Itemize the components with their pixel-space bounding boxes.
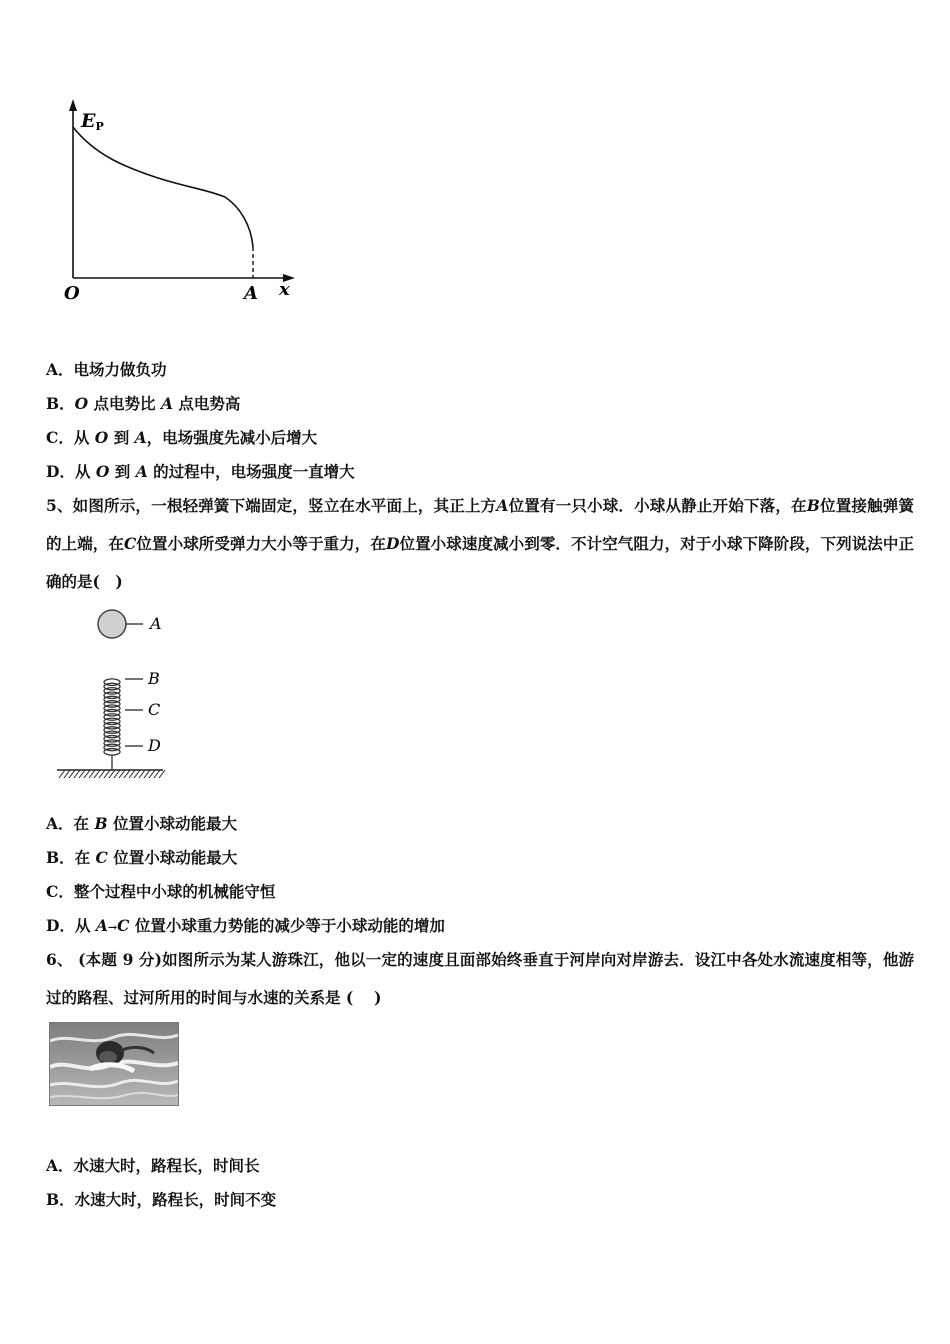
q6-stem: 6、 (本题 9 分)如图所示为某人游珠江，他以一定的速度且面部始终垂直于河岸向对岸游去．设江中各处水流速度相等，他游过的路程、过河所用的时间与水速的关系是 ( ) bbox=[46, 950, 914, 1007]
ground-hatch-stroke bbox=[129, 770, 135, 778]
q4-option-b: B．O 点电势比 A 点电势高 bbox=[46, 394, 241, 413]
ground-hatch-stroke bbox=[149, 770, 155, 778]
ep-graph-figure bbox=[55, 95, 305, 310]
q6-option-a: A．水速大时，路程长，时间长 bbox=[46, 1156, 260, 1175]
ball bbox=[98, 610, 126, 638]
ground-hatch-stroke bbox=[94, 770, 100, 778]
ground-hatch-stroke bbox=[144, 770, 150, 778]
ground-hatch-stroke bbox=[114, 770, 120, 778]
ground-hatching bbox=[59, 770, 165, 778]
label-c: C bbox=[148, 700, 161, 719]
swimmer-image bbox=[50, 1023, 178, 1105]
point-a-label: A bbox=[244, 283, 258, 304]
q5-stem: 5、如图所示，一根轻弹簧下端固定，竖立在水平面上，其正上方A位置有一只小球．小球从静止开始下落，在B位置接触弹簧的上端，在C位置小球所受弹力大小等于重力，在D位置小球速度减小到零．不计空气阻力，对于小球下降阶段，下列说法中正确的是( ) bbox=[46, 496, 914, 591]
ground-hatch-stroke bbox=[64, 770, 70, 778]
ground-hatch-stroke bbox=[139, 770, 145, 778]
ground-hatch-stroke bbox=[119, 770, 125, 778]
q5-option-b: B．在 C 位置小球动能最大 bbox=[46, 848, 238, 867]
ground-hatch-stroke bbox=[159, 770, 165, 778]
q6-option-b: B．水速大时，路程长，时间不变 bbox=[46, 1190, 277, 1209]
ep-curve bbox=[73, 127, 253, 247]
q4-option-d: D．从 O 到 A 的过程中，电场强度一直增大 bbox=[46, 462, 355, 481]
ground-hatch-stroke bbox=[134, 770, 140, 778]
q4-option-c: C．从 O 到 A，电场强度先减小后增大 bbox=[46, 428, 318, 447]
label-a: A bbox=[150, 614, 162, 633]
ground-hatch-stroke bbox=[89, 770, 95, 778]
ground-hatch-stroke bbox=[74, 770, 80, 778]
spring-ball-figure bbox=[55, 600, 185, 785]
ground-hatch-stroke bbox=[109, 770, 115, 778]
ground-hatch-stroke bbox=[69, 770, 75, 778]
spring-coil-loop bbox=[104, 749, 120, 756]
q5-option-c: C．整个过程中小球的机械能守恒 bbox=[46, 882, 276, 901]
y-axis-label: EP bbox=[81, 110, 104, 133]
q4-option-a: A．电场力做负功 bbox=[46, 360, 167, 379]
spring-coil bbox=[104, 679, 120, 755]
q5-option-a: A．在 B 位置小球动能最大 bbox=[46, 814, 237, 833]
ground-hatch-stroke bbox=[79, 770, 85, 778]
x-axis-label: x bbox=[279, 279, 290, 300]
origin-label: O bbox=[64, 283, 80, 304]
ground-hatch-stroke bbox=[59, 770, 65, 778]
ground-hatch-stroke bbox=[84, 770, 90, 778]
ground-hatch-stroke bbox=[99, 770, 105, 778]
y-axis-arrow bbox=[69, 99, 77, 111]
ground-hatch-stroke bbox=[154, 770, 160, 778]
q5-option-d: D．从 A→C 位置小球重力势能的减少等于小球动能的增加 bbox=[46, 916, 445, 935]
ground-hatch-stroke bbox=[104, 770, 110, 778]
ground-hatch-stroke bbox=[124, 770, 130, 778]
label-b: B bbox=[148, 669, 160, 688]
swimmer-photo bbox=[49, 1022, 179, 1106]
label-d: D bbox=[148, 736, 161, 755]
